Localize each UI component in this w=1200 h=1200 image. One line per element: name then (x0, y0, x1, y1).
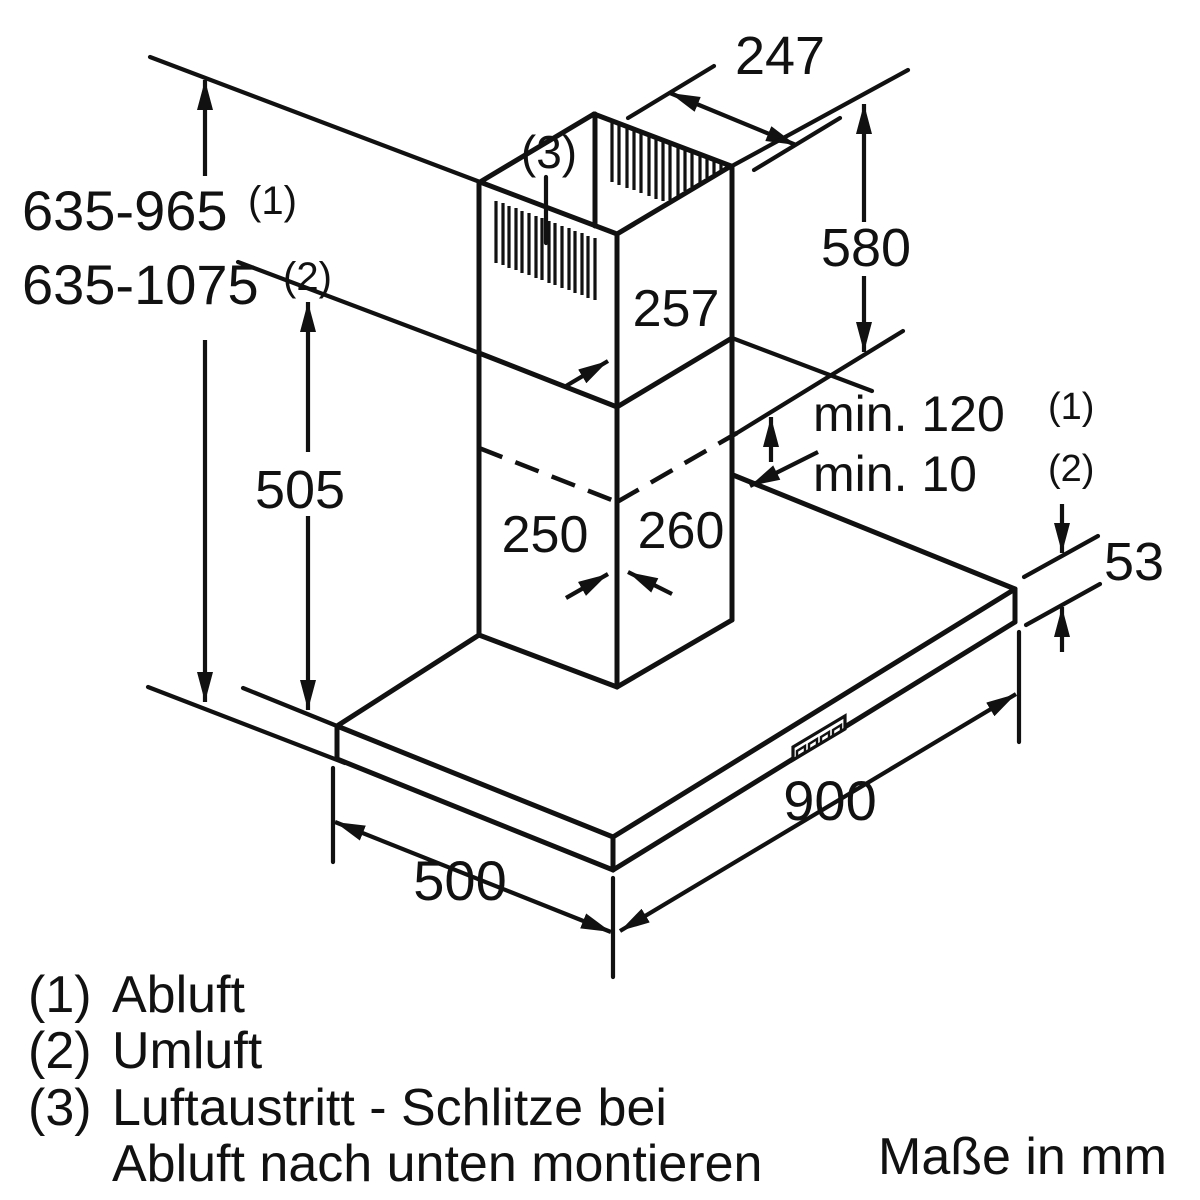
legend-text-4: Abluft nach unten montieren (112, 1135, 763, 1193)
dim-min-clearance-2: min. 10 (813, 446, 977, 502)
legend-ref-2: (2) (28, 1022, 92, 1080)
vent-slits-rear (612, 122, 721, 201)
dim-min-clearance-1: min. 120 (813, 386, 1005, 442)
legend-ref-1: (1) (28, 966, 92, 1024)
dim-total-height (22, 57, 480, 763)
chimney-duct (479, 114, 737, 687)
dim-body-thickness (1024, 504, 1164, 652)
callout-slits-ref: (3) (520, 126, 578, 178)
dim-duct-footprint (502, 502, 725, 598)
dim-min-clearance (732, 338, 1094, 502)
dim-body-thickness-label: 53 (1103, 532, 1165, 592)
dim-body-width-label: 900 (783, 769, 877, 832)
dim-upper-duct-height-label: 580 (820, 218, 912, 278)
legend (28, 966, 762, 1193)
units-note: Maße in mm (878, 1128, 1167, 1186)
dim-min-clearance-2-ref: (2) (1048, 448, 1095, 490)
legend-text-3: Luftaustritt - Schlitze bei (112, 1079, 667, 1137)
dim-min-clearance-1-ref: (1) (1048, 386, 1095, 428)
dim-height-range-2-ref: (2) (283, 255, 332, 299)
legend-text-1: Abluft (112, 966, 245, 1024)
dim-upper-duct-height (732, 70, 911, 433)
dim-body-depth-label: 500 (413, 849, 507, 912)
dim-body-width (613, 632, 1019, 977)
dim-height-range-1: 635-965 (22, 179, 228, 242)
dim-duct-depth-label: 250 (501, 506, 589, 564)
dim-height-range-1-ref: (1) (248, 179, 297, 223)
dim-chimney-top-depth-label: 247 (734, 26, 826, 86)
dim-upper-duct-overlap-label: 257 (632, 280, 720, 338)
dim-chimney-top-depth (628, 26, 840, 170)
dim-duct-width-label: 260 (637, 502, 725, 560)
dim-height-range-2: 635-1075 (22, 253, 259, 316)
dim-lower-duct-height-label: 505 (254, 460, 346, 520)
legend-ref-3: (3) (28, 1079, 92, 1137)
legend-text-2: Umluft (112, 1022, 263, 1080)
